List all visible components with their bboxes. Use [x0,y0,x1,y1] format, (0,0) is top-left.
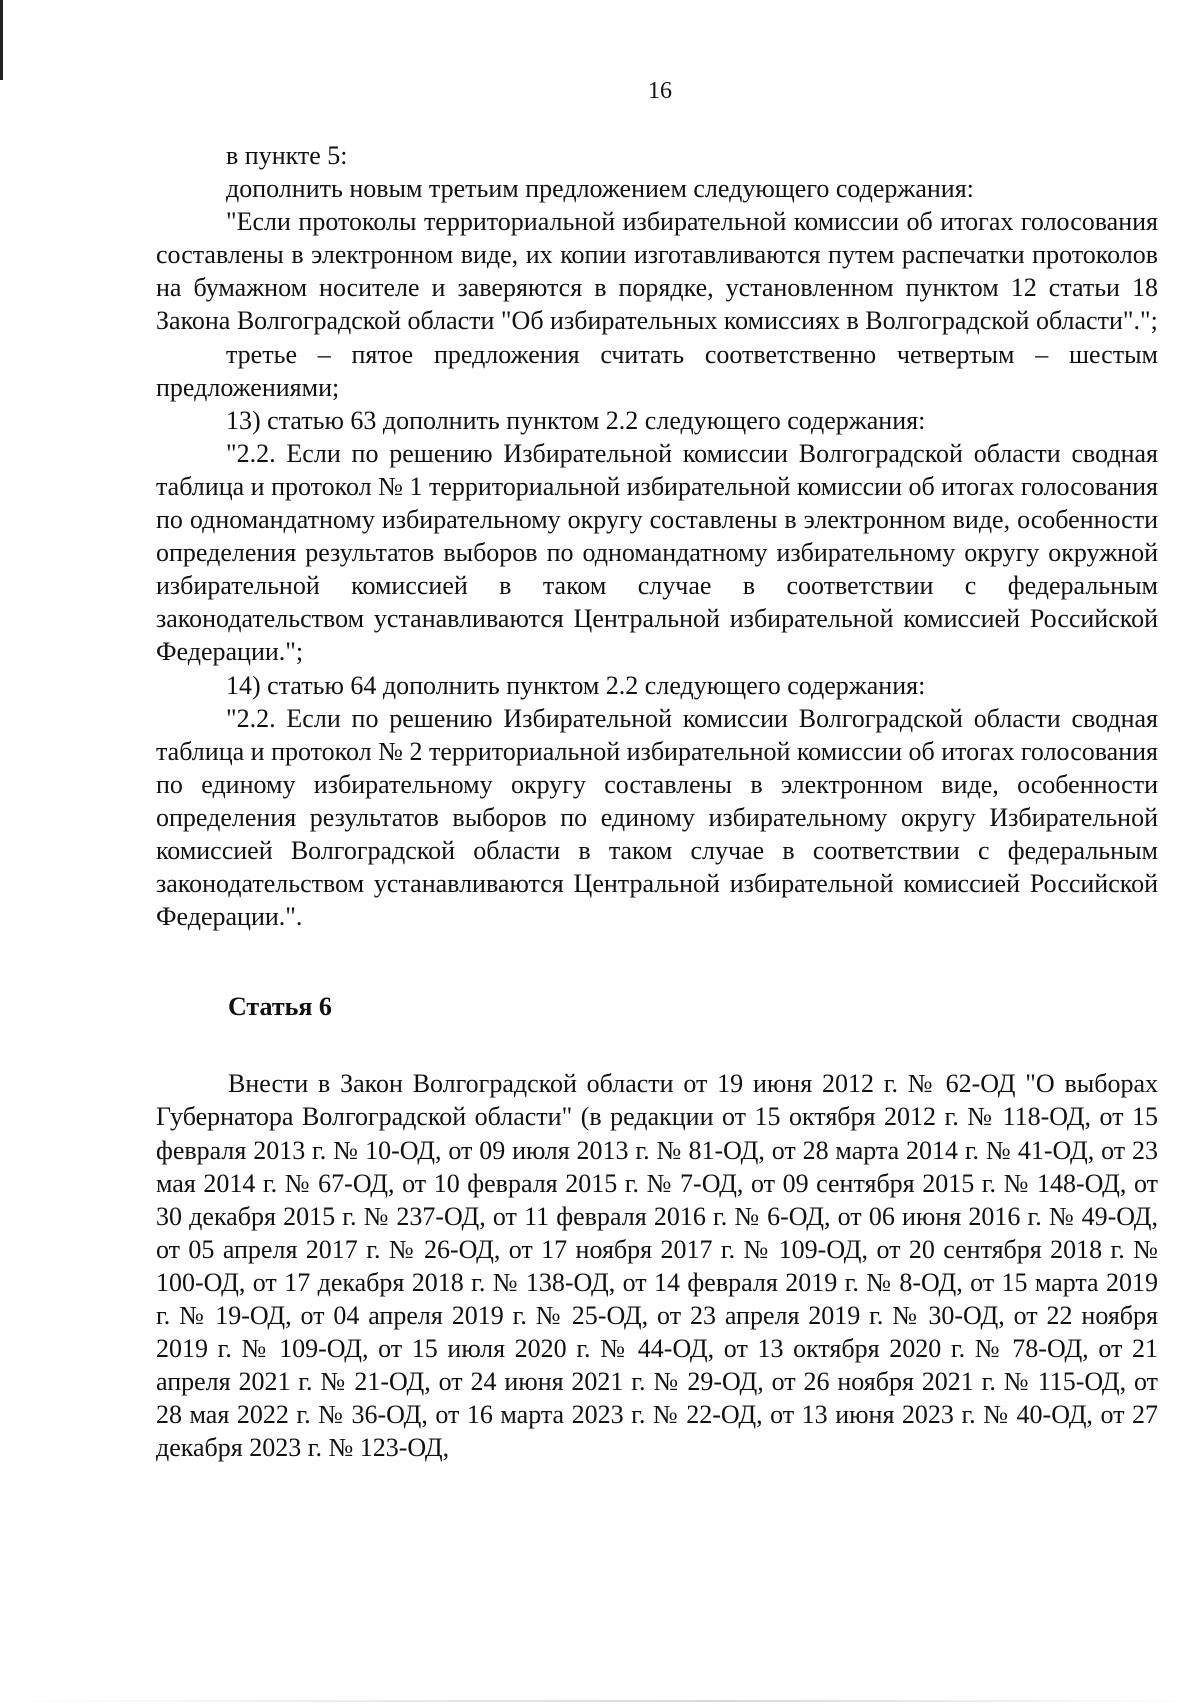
article-paragraph: Внести в Закон Волгоградской области от 19 июня 2012 г. № 62-ОД "О выборах Губернатора Волгоградской области" (в редакции от 15 октября 2012 г. № 118-ОД, от 15 февраля 2013 г. № 10-ОД, от 09 июля 2013 г. № 81-ОД, от 28 марта 2014 г. № 41-ОД, от 23 мая 2014 г. № 67-ОД, от 10 февраля 2015 г. № 7-ОД, от 09 сентября 2015 г. № 148-ОД, от 30 декабря 2015 г. № 237-ОД, от 11 февраля 2016 г. № 6-ОД, от 06 июня 2016 г. № 49-ОД, от 05 апреля 2017 г. № 26-ОД, от 17 ноября 2017 г. № 109-ОД, от 20 сентября 2018 г. № 100-ОД, от 17 декабря 2018 г. № 138-ОД, от 14 февраля 2019 г. № 8-ОД, от 15 марта 2019 г. № 19-ОД, от 04 апреля 2019 г. № 25-ОД, от 23 апреля 2019 г. № 30-ОД, от 22 ноября 2019 г. № 109-ОД, от 15 июля 2020 г. № 44-ОД, от 13 октября 2020 г. № 78-ОД, от 21 апреля 2021 г. № 21-ОД, от 24 июня 2021 г. № 29-ОД, от 26 ноября 2021 г. № 115-ОД, от 28 мая 2022 г. № 36-ОД, от 16 марта 2023 г. № 22-ОД, от 13 июня 2023 г. № 40-ОД, от 27 декабря 2023 г. № 123-ОД, [156,1069,1158,1463]
paragraph: 14) статью 64 дополнить пунктом 2.2 следующего содержания: [226,670,926,700]
paragraph: "2.2. Если по решению Избирательной комиссии Волгоградской области сводная таблица и протокол № 1 территориальной избирательной комиссии об итогах голосования по одномандатному избирательному округу составлены в электронном виде, особенности определения результатов выборов по одномандатному избирательному округу окружной избирательной комиссией в таком случае в соответствии с федеральным законодательством устанавливаются Центральной избирательной комиссией Российской Федерации."; [156,438,1158,667]
paragraph: третье – пятое предложения считать соответственно четвертым – шестым предложениями; [156,339,1158,402]
paragraph: в пункте 5: [226,141,348,170]
paragraph: "Если протоколы территориальной избирательной комиссии об итогах голосования составлены в электронном виде, их копии изготавливаются путем распечатки протоколов на бумажном носителе и заверяются в порядке, установленном пунктом 12 статьи 18 Закона Волгоградской области "Об избирательных комиссиях в Волгоградской области"."; [156,207,1158,336]
paragraph: 13) статью 63 дополнить пунктом 2.2 следующего содержания: [226,405,926,435]
scan-edge-mark [0,0,3,80]
article-heading: Статья 6 [228,992,332,1022]
spacer [156,933,1158,990]
scan-bottom-edge [0,1700,1200,1702]
paragraph: "2.2. Если по решению Избирательной комиссии Волгоградской области сводная таблица и протокол № 2 территориальной избирательной комиссии об итогах голосования по единому избирательному округу составлены в электронном виде, особенности определения результатов выборов по единому избирательному округу Избирательной комиссией Волгоградской области в таком случае в соответствии с федеральным законодательством устанавливаются Центральной избирательной комиссией Российской Федерации.". [156,703,1158,932]
page-number: 16 [648,78,672,104]
document-body [156,139,1158,1464]
paragraph: дополнить новым третьим предложением следующего содержания: [226,174,974,204]
spacer [156,1023,1158,1067]
